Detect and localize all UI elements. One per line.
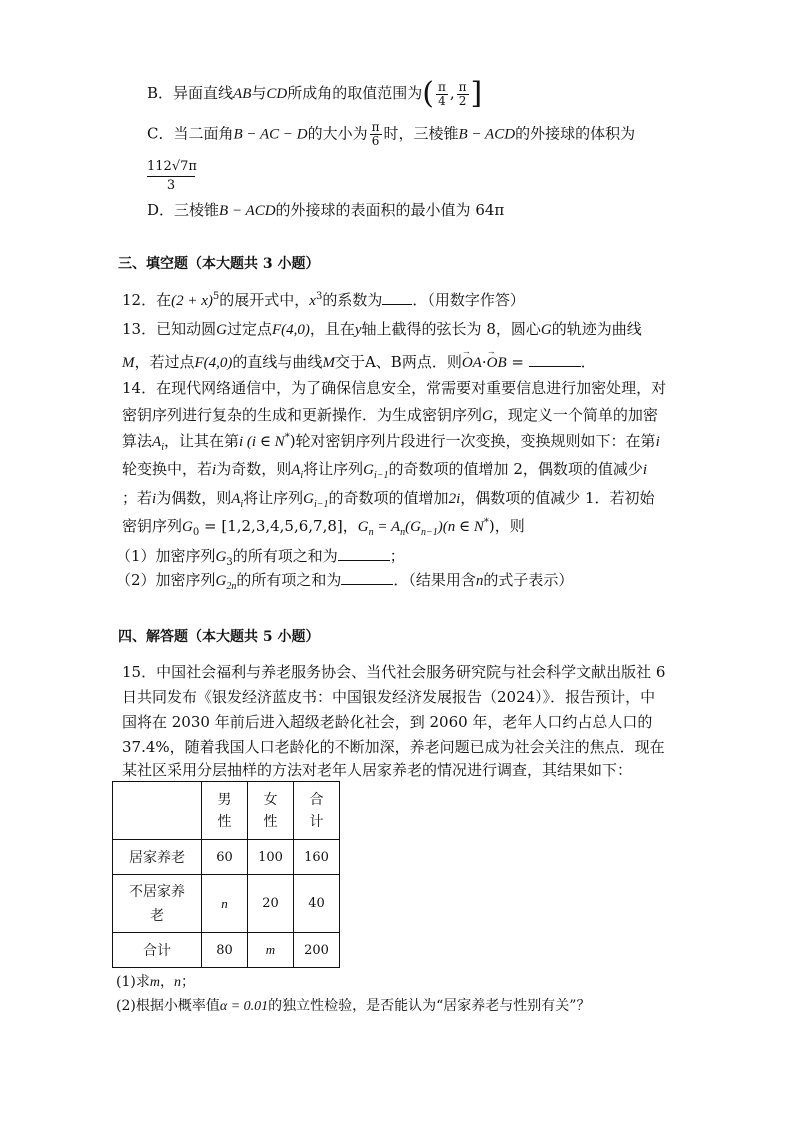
- answer-blank: [338, 548, 390, 561]
- question-15-line-1: 15．中国社会福利与养老服务协会、当代社会服务研究院与社会科学文献出版社 6: [122, 663, 666, 681]
- table-row: [113, 840, 340, 875]
- option-d: D．三棱锥B − ACD的外接球的表面积的最小值为 64π: [147, 201, 505, 219]
- question-12: 12．在$(2 + x)^5$的展开式中，$x^3$的系数为 ．（用数字作答）: [122, 291, 525, 309]
- question-15-line-3: 国将在 2030 年前后进入超级老龄化社会，到 2060 年，老年人口约占总人口的: [122, 713, 653, 731]
- question-15-subq-1: (1)求m，n；: [116, 974, 195, 990]
- table-cell: 60: [202, 840, 248, 875]
- table-row: [113, 875, 340, 933]
- survey-table: [112, 781, 340, 968]
- volume-fraction: $\frac{112√7\pi}{3}$: [147, 159, 197, 193]
- answer-blank: [382, 292, 412, 305]
- table-cell: 160: [294, 840, 340, 875]
- table-header-cell: 合 计: [294, 782, 340, 840]
- question-14-line-2: 密钥序列进行复杂的生成和更新操作．为生成密钥序列G，现定义一个简单的加密: [122, 406, 658, 424]
- question-15-line-5: 某社区采用分层抽样的方法对老年人居家养老的情况进行调查，其结果如下：: [122, 761, 633, 779]
- table-cell: n: [202, 875, 248, 933]
- table-cell: 20: [248, 875, 294, 933]
- table-header-cell: 女 性: [248, 782, 294, 840]
- question-14-part-2: （2）加密序列$G_{2n}$的所有项之和为 ．（结果用含n的式子表示）: [116, 571, 574, 592]
- fraction: $\frac{\pi}{4}$: [437, 79, 446, 108]
- question-14-line-6: 密钥序列$G_0 = [1,2,3,4,5,6,7,8]$，$G_n = A_n(G_{n-1})(n$ ∈ N*)，则: [122, 517, 525, 538]
- fraction: $\frac{\pi}{6}$: [371, 120, 380, 148]
- table-cell: 80: [202, 933, 248, 968]
- question-14-line-1: 14．在现代网络通信中，为了确保信息安全，常需要对重要信息进行加密处理，对: [122, 379, 667, 397]
- section-3-title: 三、填空题（本大题共 3 小题）: [118, 256, 320, 272]
- question-13-line-2: M，若过点F(4,0)的直线与曲线M交于A、B两点．则→ OA·→ OB = ．: [122, 354, 596, 371]
- question-14-line-3: 算法$A_i$，让其在第i (i ∈ N*)轮对密钥序列片段进行一次变换，变换规则如下：在第i: [122, 432, 660, 453]
- table-header-cell: [113, 782, 202, 840]
- table-cell: 40: [294, 875, 340, 933]
- answer-blank: [341, 572, 393, 585]
- option-c: C．当二面角B − AC − D的大小为 $\frac{\pi}{6}$ 时，三棱锥B − ACD的外接球的体积为: [147, 120, 636, 148]
- row-label: 居家养老: [113, 840, 202, 875]
- question-13-line-1: 13．已知动圆G过定点F(4,0)，且在y轴上截得的弦长为 8，圆心G的轨迹为曲线: [122, 320, 642, 338]
- question-14-part-1: （1）加密序列$G_3$的所有项之和为 ；: [116, 547, 405, 568]
- table-cell: 200: [294, 933, 340, 968]
- table-cell: 100: [248, 840, 294, 875]
- row-label: 不居家养 老: [113, 875, 202, 933]
- question-15-subq-2: (2)根据小概率值α = 0.01的独立性检验，是否能认为“居家养老与性别有关”？: [116, 998, 591, 1014]
- answer-blank: [529, 354, 581, 367]
- option-b: B．异面直线AB与CD所成角的取值范围为( $\frac{\pi}{4}$ , $\frac{\pi}{2}$ ]: [147, 76, 483, 111]
- fraction: $\frac{\pi}{2}$: [458, 79, 467, 108]
- table-header-row: [113, 782, 340, 840]
- question-14-line-5: ；若i为偶数，则$A_i$将让序列$G_{i-1}$的奇数项的值增加2i，偶数项的值减少 1．若初始: [122, 489, 655, 510]
- row-label: 合计: [113, 933, 202, 968]
- table-header-cell: 男 性: [202, 782, 248, 840]
- section-4-title: 四、解答题（本大题共 5 小题）: [118, 629, 320, 645]
- question-15-line-4: 37.4%，随着我国人口老龄化的不断加深，养老问题已成为社会关注的焦点．现在: [122, 738, 665, 756]
- table-row: [113, 933, 340, 968]
- table-cell: m: [248, 933, 294, 968]
- question-14-line-4: 轮变换中，若i为奇数，则$A_i$将让序列$G_{i-1}$的奇数项的值增加 2，偶数项的值减少i: [122, 460, 648, 481]
- question-15-line-2: 日共同发布《银发经济蓝皮书：中国银发经济发展报告（2024）》．报告预计，中: [122, 688, 656, 706]
